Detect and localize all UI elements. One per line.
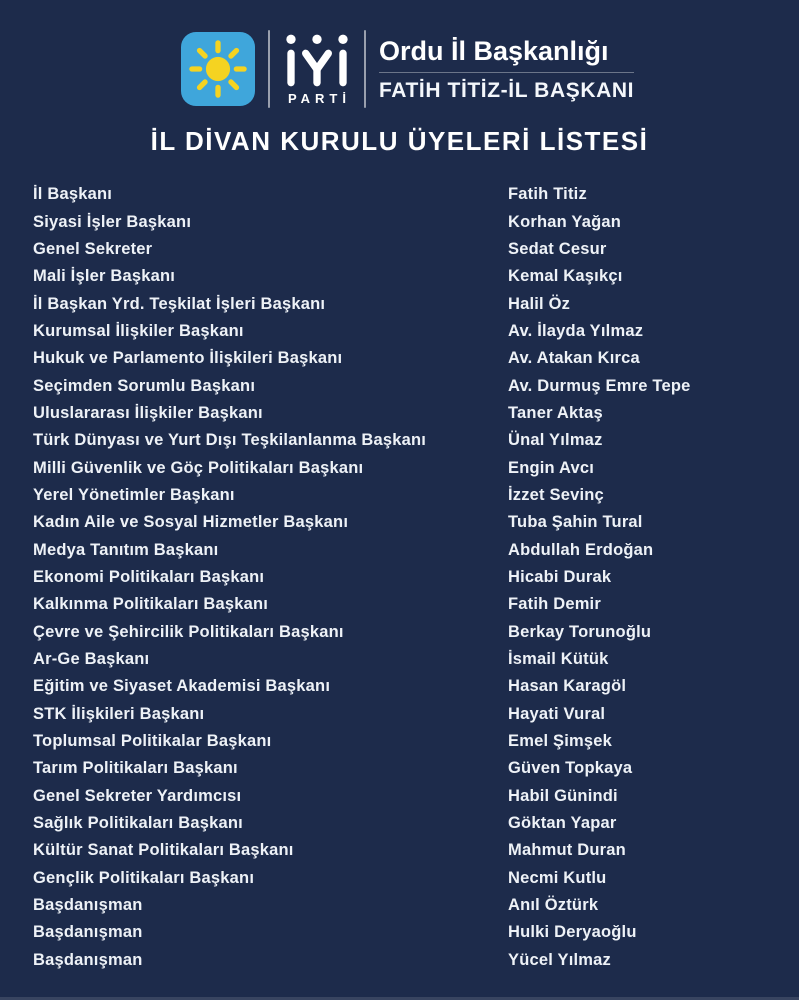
member-name: Fatih Titiz bbox=[508, 185, 587, 204]
member-role: İl Başkan Yrd. Teşkilat İşleri Başkanı bbox=[33, 294, 326, 313]
member-name: Tuba Şahin Tural bbox=[508, 513, 643, 532]
member-role: İl Başkanı bbox=[33, 185, 113, 204]
list-item bbox=[33, 619, 771, 646]
list-item bbox=[33, 865, 771, 892]
member-name: Necmi Kutlu bbox=[508, 868, 607, 887]
member-name: Kemal Kaşıkçı bbox=[508, 267, 623, 286]
list-item bbox=[33, 810, 771, 837]
iyi-wordmark-block bbox=[283, 32, 351, 106]
member-name: Abdullah Erdoğan bbox=[508, 540, 654, 559]
list-item bbox=[33, 400, 771, 427]
list-item bbox=[33, 208, 771, 235]
member-name: İsmail Kütük bbox=[508, 650, 609, 669]
member-role: Genel Sekreter bbox=[33, 239, 153, 258]
member-name: Korhan Yağan bbox=[508, 212, 622, 231]
member-role: Genel Sekreter Yardımcısı bbox=[33, 786, 242, 805]
member-name: Hicabi Durak bbox=[508, 567, 612, 586]
list-item bbox=[33, 236, 771, 263]
member-role: STK İlişkileri Başkanı bbox=[33, 704, 205, 723]
list-item bbox=[33, 591, 771, 618]
member-role: Başdanışman bbox=[33, 923, 143, 942]
member-role: Milli Güvenlik ve Göç Politikaları Başkanı bbox=[33, 458, 364, 477]
list-item bbox=[33, 947, 771, 974]
member-name: İzzet Sevinç bbox=[508, 485, 604, 504]
list-item bbox=[33, 181, 771, 208]
member-role: Seçimden Sorumlu Başkanı bbox=[33, 376, 256, 395]
list-item bbox=[33, 482, 771, 509]
member-role: Mali İşler Başkanı bbox=[33, 267, 176, 286]
sun-icon bbox=[189, 40, 247, 98]
list-item bbox=[33, 509, 771, 536]
member-role: Gençlik Politikaları Başkanı bbox=[33, 868, 255, 887]
member-role: Tarım Politikaları Başkanı bbox=[33, 759, 238, 778]
member-name: Engin Avcı bbox=[508, 458, 595, 477]
member-role: Medya Tanıtım Başkanı bbox=[33, 540, 219, 559]
list-item bbox=[33, 372, 771, 399]
member-role: Ar-Ge Başkanı bbox=[33, 650, 150, 669]
member-role: Çevre ve Şehircilik Politikaları Başkanı bbox=[33, 622, 344, 641]
member-role: Toplumsal Politikalar Başkanı bbox=[33, 732, 272, 751]
header-divider-right bbox=[364, 30, 366, 108]
iyi-party-logo bbox=[181, 32, 255, 106]
list-item bbox=[33, 919, 771, 946]
member-name: Av. Durmuş Emre Tepe bbox=[508, 376, 691, 395]
list-item bbox=[33, 755, 771, 782]
list-item bbox=[33, 427, 771, 454]
member-role: Sağlık Politikaları Başkanı bbox=[33, 814, 243, 833]
member-name: Göktan Yapar bbox=[508, 814, 617, 833]
member-name: Av. Atakan Kırca bbox=[508, 349, 640, 368]
member-role: Başdanışman bbox=[33, 896, 143, 915]
member-name: Berkay Torunoğlu bbox=[508, 622, 652, 641]
member-role: Kadın Aile ve Sosyal Hizmetler Başkanı bbox=[33, 513, 349, 532]
org-block bbox=[379, 36, 634, 103]
member-name: Mahmut Duran bbox=[508, 841, 626, 860]
iyi-wordmark bbox=[285, 32, 349, 88]
list-item bbox=[33, 646, 771, 673]
list-item bbox=[33, 263, 771, 290]
member-name: Hasan Karagöl bbox=[508, 677, 627, 696]
member-role: Hukuk ve Parlamento İlişkileri Başkanı bbox=[33, 349, 343, 368]
list-item bbox=[33, 701, 771, 728]
member-name: Hulki Deryaoğlu bbox=[508, 923, 637, 942]
list-item bbox=[33, 454, 771, 481]
member-role: Uluslararası İlişkiler Başkanı bbox=[33, 403, 263, 422]
list-item bbox=[33, 892, 771, 919]
member-role: Kurumsal İlişkiler Başkanı bbox=[33, 321, 244, 340]
member-role: Başdanışman bbox=[33, 950, 143, 969]
member-name: Güven Topkaya bbox=[508, 759, 633, 778]
member-role: Yerel Yönetimler Başkanı bbox=[33, 485, 235, 504]
member-role: Kültür Sanat Politikaları Başkanı bbox=[33, 841, 294, 860]
member-role: Kalkınma Politikaları Başkanı bbox=[33, 595, 269, 614]
list-item bbox=[33, 837, 771, 864]
header bbox=[16, 30, 799, 108]
member-name: Fatih Demir bbox=[508, 595, 601, 614]
member-name: Ünal Yılmaz bbox=[508, 431, 603, 450]
member-role: Eğitim ve Siyaset Akademisi Başkanı bbox=[33, 677, 331, 696]
member-name: Habil Günindi bbox=[508, 786, 618, 805]
list-item bbox=[33, 536, 771, 563]
member-role: Türk Dünyası ve Yurt Dışı Teşkilanlanma Başkanı bbox=[33, 431, 427, 450]
header-divider-left bbox=[268, 30, 270, 108]
list-item bbox=[33, 345, 771, 372]
org-title: Ordu İl Başkanlığı bbox=[378, 35, 609, 66]
member-name: Anıl Öztürk bbox=[508, 896, 599, 915]
org-title-divider bbox=[379, 72, 634, 73]
member-name: Yücel Yılmaz bbox=[508, 950, 611, 969]
chairman-line: FATİH TİTİZ-İL BAŞKANI bbox=[378, 78, 635, 102]
member-role: Siyasi İşler Başkanı bbox=[33, 212, 192, 231]
list-item bbox=[33, 673, 771, 700]
list-item bbox=[33, 728, 771, 755]
page-title: İL DİVAN KURULU ÜYELERİ LİSTESİ bbox=[150, 126, 649, 156]
member-name: Taner Aktaş bbox=[508, 403, 603, 422]
member-role: Ekonomi Politikaları Başkanı bbox=[33, 567, 265, 586]
list-item bbox=[33, 290, 771, 317]
list-item bbox=[33, 564, 771, 591]
member-name: Sedat Cesur bbox=[508, 239, 607, 258]
member-name: Av. İlayda Yılmaz bbox=[508, 321, 644, 340]
member-name: Emel Şimşek bbox=[508, 732, 613, 751]
list-item bbox=[33, 318, 771, 345]
list-item bbox=[33, 783, 771, 810]
member-name: Hayati Vural bbox=[508, 704, 606, 723]
parti-label: PARTİ bbox=[287, 91, 351, 106]
member-name: Halil Öz bbox=[508, 294, 571, 313]
members-list bbox=[33, 181, 771, 974]
